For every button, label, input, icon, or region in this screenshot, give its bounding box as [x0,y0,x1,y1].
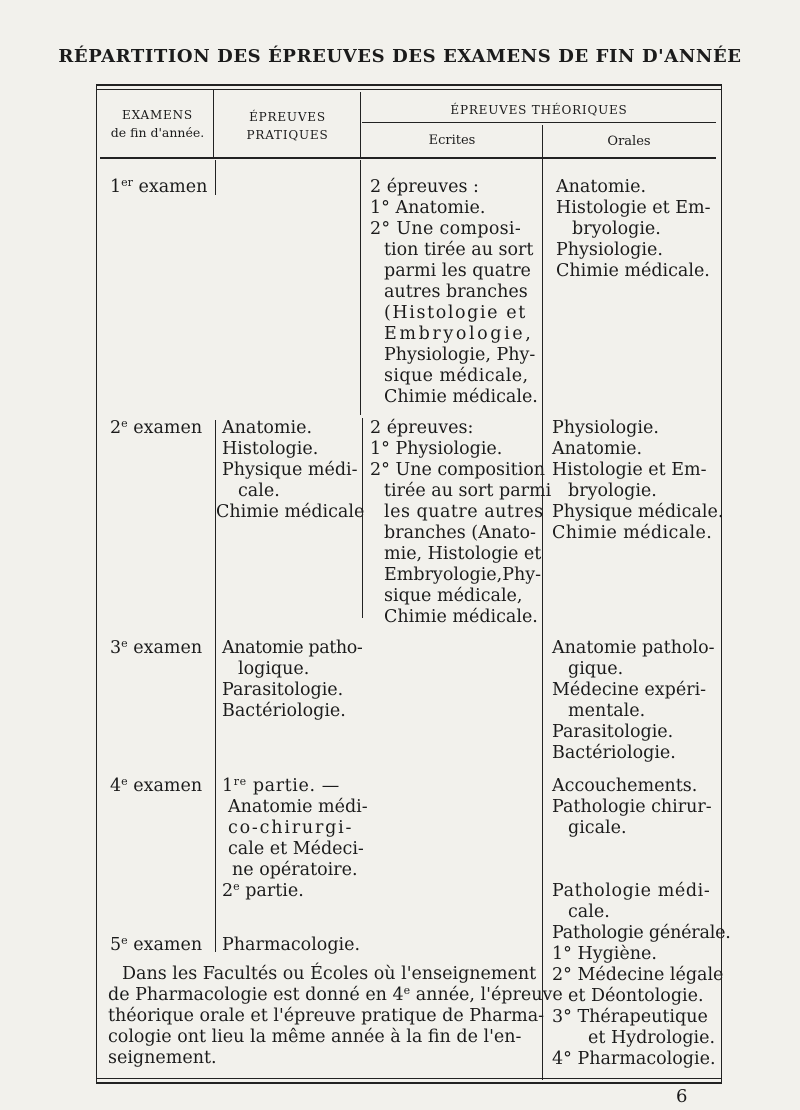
header-ecrites: Ecrites [428,133,476,148]
text-line: Parasitologie. [222,680,344,700]
text-line: Médecine expéri- [552,680,707,700]
text-line: Histologie et Em- [556,198,711,218]
text-line: branches (Anato- [384,523,536,543]
text-line: Anatomie médi- [228,797,368,817]
text-line: Bactériologie. [552,743,676,763]
text-line: Chimie médicale [216,502,365,522]
examen-1-label: 1er examen [110,176,208,197]
text-line: Pathologie générale. [552,923,731,943]
text-line: Embryologie,Phy- [384,565,542,585]
text-line: Physique médi- [222,460,358,480]
frame-rule-bottom [97,1078,721,1079]
text-line: Physiologie. [552,418,659,438]
text-line: et Déontologie. [568,986,704,1006]
header-theoriques: ÉPREUVES THÉORIQUES [450,103,628,117]
text-line: Chimie médicale. [552,523,713,543]
text-line: et Hydrologie. [588,1028,716,1048]
text-line: 2° Une composi- [370,219,522,239]
header-examens-sub: de fin d'année. [110,125,205,140]
text-line: Anatomie. [222,418,313,438]
text-line: Anatomie. [552,439,643,459]
text-line: 4° Pharmacologie. [552,1049,716,1069]
text-line: bryologie. [572,219,661,239]
examen-5-label: 5e examen [110,934,203,955]
text-line: parmi les quatre [384,261,531,281]
header-pratiques-label-2: PRATIQUES [246,128,329,142]
text-line: 2e partie. [222,880,304,901]
rule-col-1b [215,160,216,195]
text-line: bryologie. [568,481,657,501]
text-line: Bactériologie. [222,701,346,721]
text-line: mentale. [568,701,646,721]
header-examens [100,106,215,142]
text-line: co-chirurgi- [228,818,354,838]
text-line: 3° Thérapeutique [552,1007,708,1027]
header-pratiques-label-1: ÉPREUVES [249,110,326,124]
text-line: cale et Médeci- [228,839,364,859]
text-line: 1° Physiologie. [370,439,503,459]
text-line: Physique médicale. [552,502,724,522]
text-line: Chimie médicale. [384,607,538,627]
text-line: 2° Une composition [370,460,546,480]
text-line: 1° Hygiène. [552,944,657,964]
text-line: Histologie. [222,439,319,459]
header-pratiques [215,108,360,144]
text-line: Physiologie, Phy- [384,345,536,365]
text-line: seignement. [108,1048,217,1068]
examen-2-label: 2e examen [110,417,203,438]
header-orales: Orales [607,134,651,149]
text-line: 1° Anatomie. [370,198,486,218]
text-line: Dans les Facultés ou Écoles où l'enseignement [122,964,537,984]
text-line: Histologie et Em- [552,460,707,480]
text-line: Embryologie, [384,324,534,344]
text-line: sique médicale, [384,586,523,606]
text-line: Anatomie patholo- [552,638,715,658]
text-line: ne opératoire. [232,860,358,880]
page-title: RÉPARTITION DES ÉPREUVES DES EXAMENS DE FIN D'ANNÉE [58,46,742,67]
text-line: cale. [568,902,610,922]
text-line: les quatre autres [384,502,544,522]
text-line: 2 épreuves : [370,177,479,197]
text-line: Chimie médicale. [556,261,710,281]
rule-col-2b [360,160,361,415]
text-line: 2 épreuves: [370,418,474,438]
header-examens-label: EXAMENS [122,108,193,122]
text-line: Anatomie patho- [222,638,363,658]
text-line: Chimie médicale. [384,387,538,407]
text-line: tirée au sort parmi [384,481,552,501]
rule-ecrites-orales [362,122,716,123]
text-line: 2° Médecine légale [552,965,724,985]
text-line: autres branches [384,282,528,302]
examen-4-label: 4e examen [110,775,203,796]
text-line: Pathologie médi- [552,881,711,901]
text-line: Anatomie. [556,177,647,197]
rule-col-2 [360,92,361,157]
text-line: Accouchements. [552,776,698,796]
text-line: Physiologie. [556,240,663,260]
page-number: 6 [676,1086,688,1107]
text-line: gicale. [568,818,627,838]
text-line: de Pharmacologie est donné en 4e année, l'épreuve [108,984,563,1005]
text-line: cologie ont lieu la même année à la fin de l'en- [108,1027,522,1047]
examen-3-label: 3e examen [110,637,203,658]
text-line: théorique orale et l'épreuve pratique de Pharma- [108,1006,545,1026]
text-line: Pathologie chirur- [552,797,712,817]
rule-col-3 [542,125,543,1080]
text-line: mie, Histologie et [384,544,542,564]
text-line: 1re partie. — [222,775,340,796]
text-line: logique. [238,659,310,679]
rule-col-1c [215,420,216,952]
text-line: (Histologie et [384,303,527,323]
examen-5-pratiques: Pharmacologie. [222,935,361,955]
text-line: gique. [568,659,624,679]
text-line: cale. [238,481,280,501]
text-line: Parasitologie. [552,722,674,742]
text-line: sique médicale, [384,366,529,386]
text-line: tion tirée au sort [384,240,534,260]
frame-rule-top [97,89,721,90]
header-rule [100,157,716,159]
